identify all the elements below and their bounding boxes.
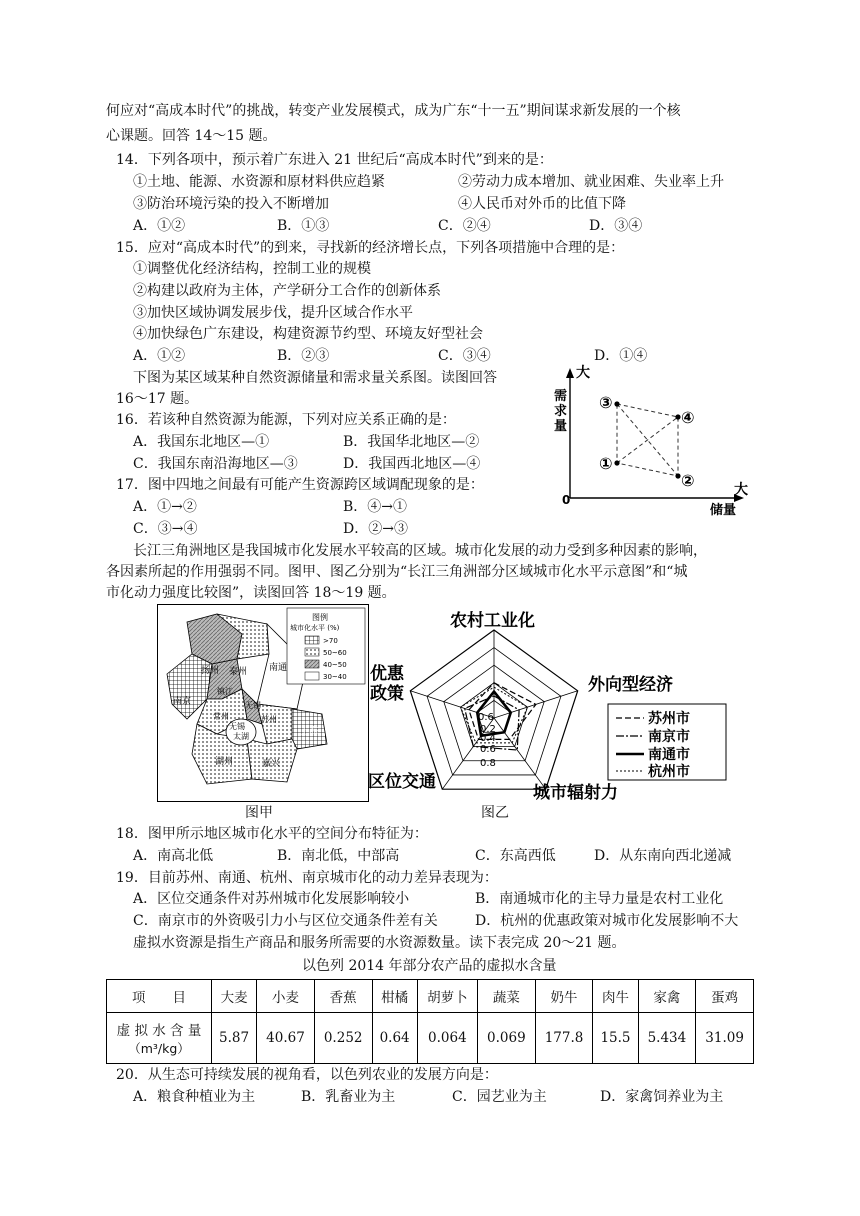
table-header-cell: 小麦 [257, 980, 315, 1013]
city-wuxi: 无锡 [245, 701, 261, 710]
table-row-label [107, 1013, 212, 1064]
q20-option-b[interactable]: B．乳畜业为主 [301, 1089, 396, 1105]
map-legend [287, 608, 365, 684]
legend-nanjing: 南京市 [648, 729, 690, 745]
table-header-cell: 蛋鸡 [696, 980, 754, 1013]
axis-label-policy-2: 政策 [370, 684, 404, 704]
q17-option-a[interactable]: A．①→② [133, 499, 197, 515]
radar-legend [608, 704, 726, 780]
q16-option-b[interactable]: B．我国华北地区—② [343, 434, 480, 450]
q16-option-a[interactable]: A．我国东北地区—① [133, 434, 270, 450]
radar-spoke [494, 718, 546, 789]
tick-label: 0.6 [480, 744, 496, 755]
point-3 [614, 401, 619, 406]
q19-option-b[interactable]: B．南通城市化的主导力量是农村工业化 [475, 891, 724, 907]
q15-stem: 15．应对“高成本时代”的到来，寻找新的经济增长点，下列各项措施中合理的是： [116, 240, 625, 256]
q14-statement: ②劳动力成本增加、就业困难、失业率上升 [458, 174, 724, 190]
y-axis-big-label: 大 [576, 365, 590, 381]
q16-option-c[interactable]: C．我国东南沿海地区—③ [133, 456, 298, 472]
intro-line: 何应对“高成本时代”的挑战，转变产业发展模式，成为广东“十一五”期间谋求新发展的一个核 [106, 103, 681, 119]
q16-stem: 16．若该种自然资源为能源，下列对应关系正确的是： [116, 412, 456, 428]
q18-option-a[interactable]: A．南高北低 [133, 848, 214, 864]
q20-stem: 20．从生态可持续发展的视角看，以色列农业的发展方向是： [116, 1067, 498, 1083]
table-cell: 0.064 [417, 1013, 477, 1064]
point-2-label: ② [681, 471, 695, 490]
point-4 [675, 414, 680, 419]
q14-statement: ③防治环境污染的投入不断增加 [133, 196, 329, 212]
yangtze-delta-map [157, 604, 369, 802]
map-caption: 图甲 [245, 805, 273, 821]
row-label-line-1: 虚 拟 水 含 量 [116, 1023, 202, 1039]
axis-label-rural-industrialization: 农村工业化 [450, 611, 535, 631]
q20-option-d[interactable]: D．家禽饲养业为主 [600, 1089, 724, 1105]
q14-option-d[interactable]: D．③④ [589, 218, 643, 234]
radar-caption: 图乙 [481, 805, 509, 821]
q19-option-d[interactable]: D．杭州的优惠政策对城市化发展影响不大 [475, 913, 739, 929]
city-suzhou: 苏州 [261, 715, 277, 724]
axis-label-location-transport: 区位交通 [368, 772, 436, 792]
q19-option-c[interactable]: C．南京市的外资吸引力小与区位交通条件差有关 [133, 913, 438, 929]
tick-label: 0.4 [480, 733, 496, 744]
q15-option-c[interactable]: C．③④ [438, 348, 491, 364]
y-axis-label-3: 量 [554, 419, 568, 434]
intro-line: 心课题。回答 14～15 题。 [106, 128, 277, 144]
axis-label-urban-radiation: 城市辐射力 [533, 783, 618, 803]
row-label-line-2: （m³/kg） [128, 1041, 190, 1056]
table-cell: 40.67 [257, 1013, 315, 1064]
legend-item: 40~50 [323, 661, 347, 669]
q15-statement: ②构建以政府为主体，产学研分工合作的创新体系 [133, 283, 441, 299]
x-axis-label: 储量 [710, 503, 737, 518]
origin-label: 0 [562, 493, 571, 507]
q18-option-d[interactable]: D．从东南向西北递减 [594, 848, 732, 864]
q15-statement: ①调整优化经济结构，控制工业的规模 [133, 261, 371, 277]
tick-label: 0.6 [478, 712, 494, 723]
legend-title: 图例 [312, 613, 328, 622]
table-header-cell: 奶牛 [535, 980, 593, 1013]
table-cell: 177.8 [535, 1013, 593, 1064]
intro-line: 16～17 题。 [116, 391, 199, 407]
x-axis-big-label: 大 [734, 482, 748, 498]
table-title: 以色列 2014 年部分农产品的虚拟水含量 [302, 958, 557, 974]
q14-statement: ④人民币对外币的比值下降 [458, 196, 626, 212]
city-taizhou: 泰州 [229, 667, 248, 677]
q18-option-c[interactable]: C．东高西低 [475, 848, 556, 864]
q20-option-a[interactable]: A．粮食种植业为主 [133, 1089, 256, 1105]
q15-statement: ④加快绿色广东建设，构建资源节约型、环境友好型社会 [133, 326, 483, 342]
axis-label-policy-1: 优惠 [370, 664, 404, 684]
table-header-cell: 肉牛 [593, 980, 638, 1013]
city-taihu: 太湖 [233, 732, 249, 741]
q15-option-b[interactable]: B．②③ [277, 348, 330, 364]
q17-stem: 17．图中四地之间最有可能产生资源跨区域调配现象的是： [116, 477, 484, 493]
axis-label-export-economy: 外向型经济 [588, 675, 673, 695]
table-header-cell: 胡萝卜 [417, 980, 477, 1013]
table-cell: 5.87 [212, 1013, 257, 1064]
q19-option-a[interactable]: A．区位交通条件对苏州城市化发展影响较小 [133, 891, 410, 907]
legend-item: 30~40 [323, 673, 347, 681]
q16-option-d[interactable]: D．我国西北地区—④ [343, 456, 481, 472]
legend-subtitle: 城市化水平 (%) [290, 624, 340, 632]
y-axis-label-1: 需 [554, 389, 568, 404]
q14-option-c[interactable]: C．②④ [438, 218, 491, 234]
tick-label: 0.8 [480, 758, 496, 769]
q15-option-d[interactable]: D．①④ [594, 348, 648, 364]
city-wuxi-2: 无锡 [229, 722, 245, 731]
q18-stem: 18．图甲所示地区城市化水平的空间分布特征为： [116, 826, 428, 842]
point-3-label: ③ [599, 393, 613, 412]
table-header-cell: 香蕉 [314, 980, 372, 1013]
legend-nantong: 南通市 [648, 747, 690, 763]
point-4-label: ④ [681, 408, 695, 427]
intro-line: 长江三角洲地区是我国城市化发展水平较高的区域。城市化发展的动力受到多种因素的影响， [133, 543, 707, 559]
legend-hangzhou: 杭州市 [648, 764, 690, 780]
table-header-cell: 大麦 [212, 980, 257, 1013]
city-changzhou: 常州 [213, 712, 229, 721]
intro-line: 虚拟水资源是指生产商品和服务所需要的水资源数量。读下表完成 20～21 题。 [133, 935, 626, 951]
city-zhenjiang: 镇江 [217, 687, 233, 696]
city-nantong: 南通 [269, 663, 288, 673]
city-jiaxing: 嘉兴 [262, 759, 281, 769]
table-header-cell: 项 目 [107, 980, 212, 1013]
table-header-row [107, 980, 754, 1013]
resource-scatter-diagram [548, 360, 758, 520]
urbanization-radar-chart [368, 600, 728, 804]
q14-stem: 14．下列各项中，预示着广东进入 21 世纪后“高成本时代”到来的是： [116, 152, 553, 168]
q14-statement: ①土地、能源、水资源和原材料供应趋紧 [133, 174, 385, 190]
point-1 [614, 460, 619, 465]
table-cell: 15.5 [593, 1013, 638, 1064]
q14-option-b[interactable]: B．①③ [277, 218, 330, 234]
table-cell: 31.09 [696, 1013, 754, 1064]
intro-line: 市化动力强度比较图”，读图回答 18～19 题。 [106, 585, 396, 601]
q20-option-c[interactable]: C．园艺业为主 [452, 1089, 547, 1105]
table-cell: 0.64 [372, 1013, 417, 1064]
intro-line: 各因素所起的作用强弱不同。图甲、图乙分别为“长江三角洲部分区域城市化水平示意图”和“城 [106, 564, 688, 580]
intro-line: 下图为某区域某种自然资源储量和需求量关系图。读图回答 [133, 370, 497, 386]
q18-option-b[interactable]: B．南北低，中部高 [277, 848, 400, 864]
q17-option-d[interactable]: D．②→③ [343, 521, 408, 537]
tick-label: 0.2 [480, 724, 496, 735]
table-cell: 0.252 [314, 1013, 372, 1064]
legend-item: >70 [323, 637, 338, 645]
city-yangzhou: 扬州 [201, 666, 220, 676]
q15-statement: ③加快区域协调发展步伐，提升区域合作水平 [133, 305, 413, 321]
table-row [107, 1013, 754, 1064]
table-cell: 0.069 [478, 1013, 536, 1064]
q19-stem: 19．目前苏州、南通、杭州、南京城市化的动力差异表现为： [116, 870, 498, 886]
table-header-cell: 蔬菜 [478, 980, 536, 1013]
q14-option-a[interactable]: A．①② [133, 218, 186, 234]
legend-suzhou: 苏州市 [648, 711, 690, 727]
point-1-label: ① [599, 454, 613, 473]
legend-item: 50~60 [323, 649, 347, 657]
table-cell: 5.434 [638, 1013, 696, 1064]
table-header-cell: 柑橘 [372, 980, 417, 1013]
q17-option-b[interactable]: B．④→① [343, 499, 408, 515]
city-nanjing: 南京 [173, 697, 192, 707]
q17-option-c[interactable]: C．③→④ [133, 521, 198, 537]
q15-option-a[interactable]: A．①② [133, 348, 186, 364]
y-axis-label-2: 求 [554, 404, 568, 419]
virtual-water-table [106, 979, 754, 1064]
city-shanghai: 上海 [300, 727, 319, 737]
city-huzhou: 湖州 [215, 757, 234, 767]
point-2 [675, 473, 680, 478]
table-header-cell: 家禽 [638, 980, 696, 1013]
